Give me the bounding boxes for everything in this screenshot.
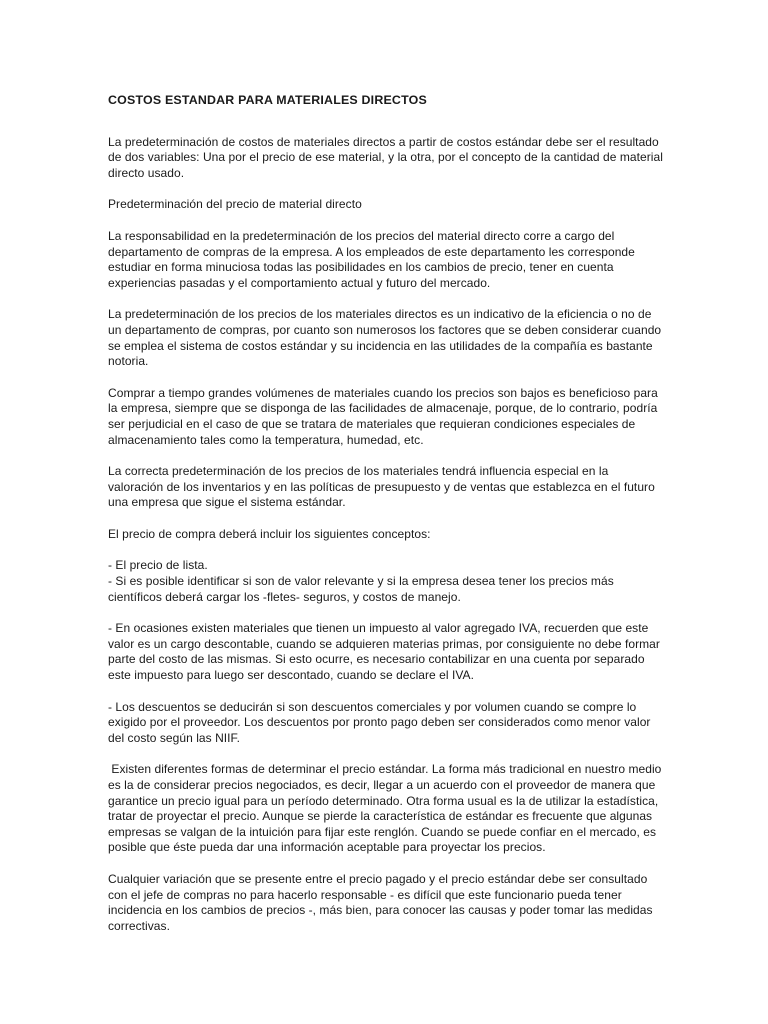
document-body — [108, 93, 667, 950]
paragraph-correcta: La correcta predeterminación de los precios de los materiales tendrá influencia especial en la valoración de los inventarios y en las políticas de presupuesto y de ventas que establezca en el futuro una empresa que sigue el sistema estándar. — [108, 464, 659, 510]
list-item-descuentos: - Los descuentos se deducirán si son descuentos comerciales y por volumen cuando se compre lo exigido por el proveedor. Los descuentos por pronto pago deben ser considerados como menor valor del costo según las NIIF. — [108, 699, 654, 745]
list-item-iva: - En ocasiones existen materiales que tienen un impuesto al valor agregado IVA, recuerden que este valor es un cargo descontable, cuando se adquieren materias primas, por consiguiente no debe formar parte del costo de las mismas. Si esto ocurre, es necesario contabilizar en una cuenta por separado este impuesto para luego ser descontado, cuando se declare el IVA. — [108, 621, 664, 683]
paragraph-indicativo: La predeterminación de los precios de los materiales directos es un indicativo de la eficiencia o no de un departamento de compras, por cuanto son numerosos los factores que se deben considerar cuando se emplea el sistema de costos estándar y su incidencia en las utilidades de la compañía es bastante notoria. — [108, 307, 665, 369]
paragraph-subheading: Predeterminación del precio de material directo — [108, 197, 362, 212]
paragraph-conceptos-intro: El precio de compra deberá incluir los siguientes conceptos: — [108, 526, 431, 541]
list-item-fletes: - Si es posible identificar si son de valor relevante y si la empresa desea tener los precios más científicos deberá cargar los -fletes- seguros, y costos de manejo. — [108, 574, 618, 604]
list-item-precio-lista: - El precio de lista. — [108, 558, 208, 573]
paragraph-responsabilidad: La responsabilidad en la predeterminación de los precios del material directo corre a cargo del departamento de compras de la empresa. A los empleados de este departamento les corresponde estudiar en forma minuciosa todas las posibilidades en los cambios de precio, tener en cuenta experiencias pasadas y el comportamiento actual y futuro del mercado. — [108, 228, 639, 290]
paragraph-variacion: Cualquier variación que se presente entre el precio pagado y el precio estándar debe ser consultado con el jefe de compras no para hacerlo responsable - es difícil que este funcionario pueda tener incidencia en los cambios de precios -, más bien, para conocer las causas y poder tomar las medidas correctivas. — [108, 871, 656, 933]
paragraph-comprar: Comprar a tiempo grandes volúmenes de materiales cuando los precios son bajos es beneficioso para la empresa, siempre que se disponga de las facilidades de almacenaje, porque, de lo contrario, podría ser perjudicial en el caso de que se tratara de materiales que requieran condiciones especiales de almacenamiento tales como la temperatura, humedad, etc. — [108, 385, 662, 447]
document-title: COSTOS ESTANDAR PARA MATERIALES DIRECTOS — [108, 93, 427, 107]
paragraph-formas: Existen diferentes formas de determinar el precio estándar. La forma más tradicional en nuestro medio es la de considerar precios negociados, es decir, llegar a un acuerdo con el proveedor de manera que garantice un precio igual para un período determinado. Otra forma usual es la de utilizar la estadística, tratar de proyectar el precio. Aunque se pierde la característica de estándar es frecuente que algunas empresas se valgan de la intuición para fijar este renglón. Cuando se puede confiar en el mercado, es posible que éste pueda dar una información aceptable para proyectar los precios. — [108, 762, 665, 855]
paragraph-intro: La predeterminación de costos de materiales directos a partir de costos estándar debe ser el resultado de dos variables: Una por el precio de ese material, y la otra, por el concepto de la cantidad de material directo usado. — [108, 134, 667, 180]
